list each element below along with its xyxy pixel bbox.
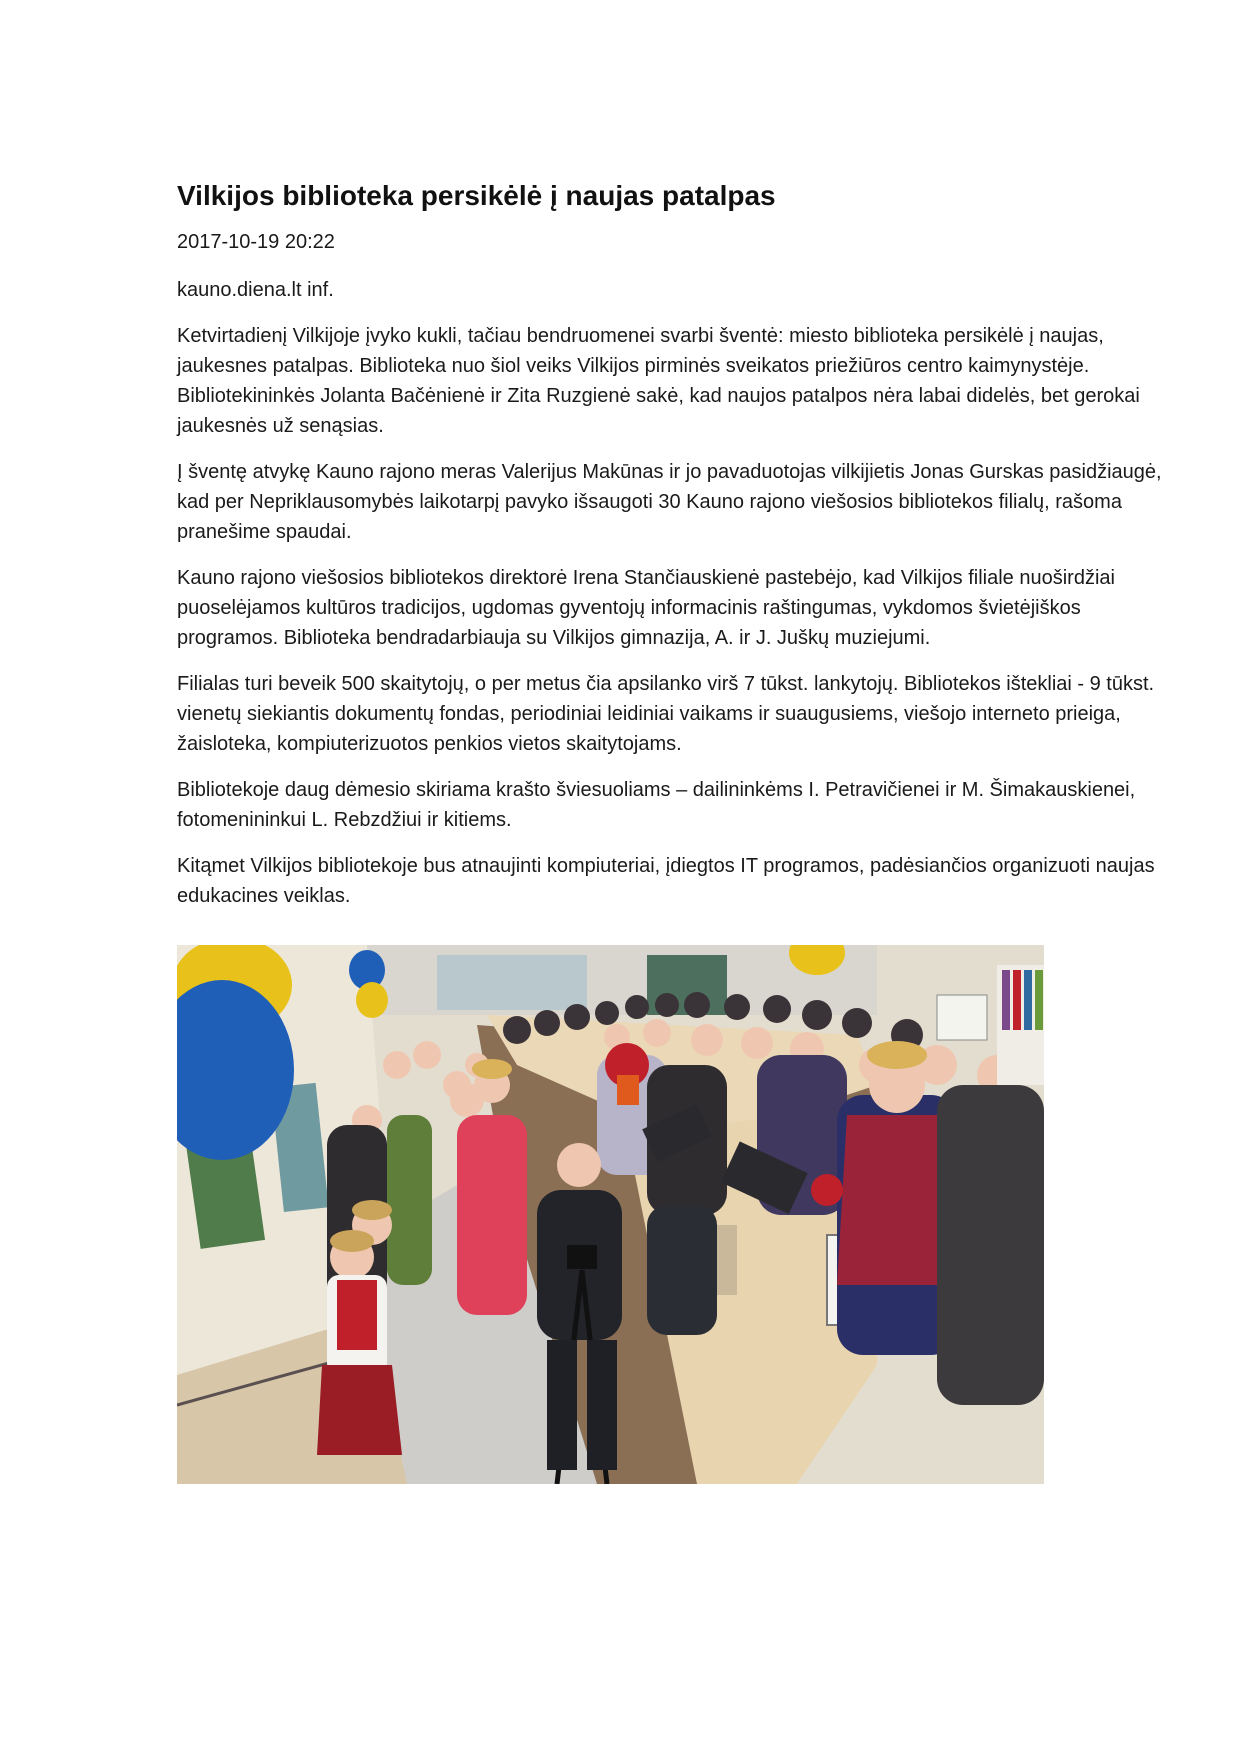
article-paragraph: Kitąmet Vilkijos bibliotekoje bus atnaujinti kompiuteriai, įdiegtos IT programos, padėsiančios organizuoti naujas edukacines veiklas. — [177, 855, 1155, 907]
article-paragraph: Filialas turi beveik 500 skaitytojų, o per metus čia apsilanko virš 7 tūkst. lankytojų. Bibliotekos ištekliai - 9 tūkst. vienetų siekiantis dokumentų fondas, periodiniai leidiniai vaikams ir suaugusiems, viešojo interneto prieiga, žaisloteka, kompiuterizuotos penkios vietos skaitytojams. — [177, 673, 1155, 755]
article-paragraph: Bibliotekoje daug dėmesio skiriama krašto šviesuoliams – dailininkėms I. Petravičienei ir M. Šimakauskienei, fotomenininkui L. Rebzdžiui ir kitiems. — [177, 779, 1136, 831]
article-date: 2017-10-19 20:22 — [177, 231, 335, 253]
article-title: Vilkijos biblioteka persikėlė į naujas patalpas — [177, 180, 776, 211]
article-paragraph: Ketvirtadienį Vilkijoje įvyko kukli, tačiau bendruomenei svarbi šventė: miesto biblioteka persikėlė į naujas, jaukesnes patalpas. Biblioteka nuo šiol veiks Vilkijos pirminės sveikatos priežiūros centro kaimynystėje. Bibliotekininkės Jolanta Bačėnienė ir Zita Ruzgienė sakė, kad naujos patalpos nėra labai didelės, bet gerokai jaukesnės už senąsias. — [177, 325, 1140, 437]
article-paragraph: Kauno rajono viešosios bibliotekos direktorė Irena Stančiauskienė pastebėjo, kad Vilkijos filiale nuoširdžiai puoselėjamos kultūros tradicijos, ugdomas gyventojų informacinis raštingumas, vykdomos švietėjiškos programos. Biblioteka bendradarbiauja su Vilkijos gimnazija, A. ir J. Juškų muziejumi. — [177, 567, 1115, 649]
article — [177, 176, 1187, 911]
article-source: kauno.diena.lt inf. — [177, 279, 334, 301]
library-celebration-photo — [177, 945, 1044, 1484]
article-photo — [177, 945, 1044, 1484]
article-paragraph: Į šventę atvykę Kauno rajono meras Valerijus Makūnas ir jo pavaduotojas vilkijietis Jonas Gurskas pasidžiaugė, kad per Nepriklausomybės laikotarpį pavyko išsaugoti 30 Kauno rajono viešosios bibliotekos filialų, rašoma pranešime spaudai. — [177, 461, 1162, 543]
